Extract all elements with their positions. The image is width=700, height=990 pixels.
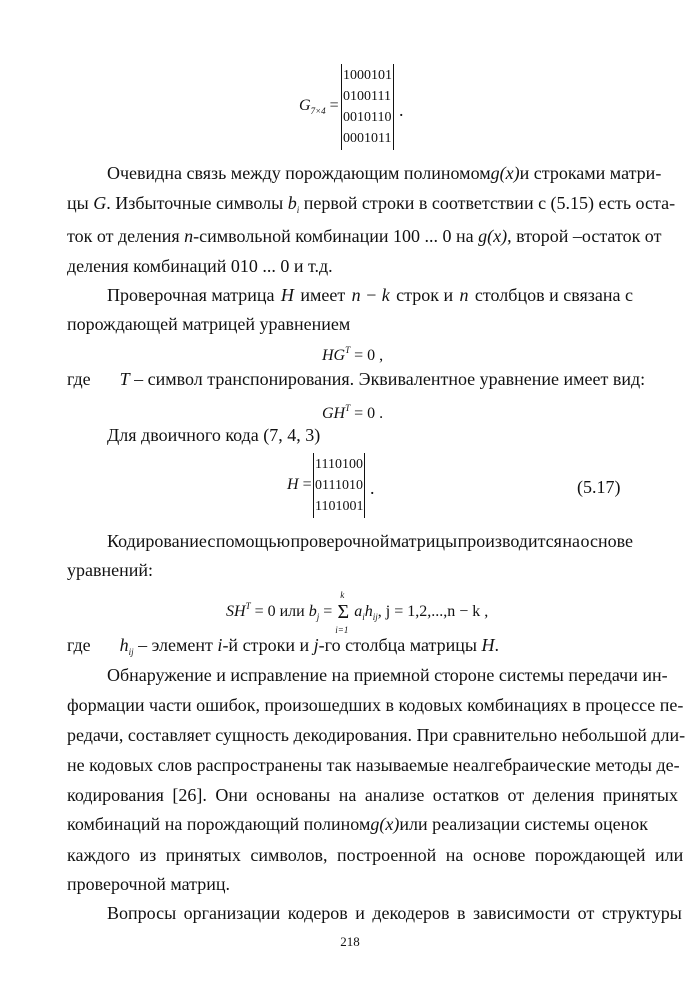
matrix-h-end: .: [370, 478, 375, 498]
where-line-2: где $h_{ij}$ – элемент i-й строки и j-го столбца матрицы H.: [67, 635, 499, 657]
para6: Вопросы организации кодеров и декодеров в зависимости от структуры: [107, 903, 682, 923]
para2-line1: Проверочная матрица H имеет n − k строк и n столбцов и связана с: [107, 285, 633, 305]
para5-line3: редачи, составляет сущность декодирования. При сравнительно небольшой дли-: [67, 725, 686, 745]
para5-line8: проверочной матриц.: [67, 874, 231, 894]
matrix-g-row: 0010110: [343, 110, 392, 125]
para5-line1: Обнаружение и исправление на приемной стороне системы передачи ин-: [107, 665, 668, 685]
para5-line2: формации части ошибок, произошедших в кодовых комбинациях в процессе пе-: [67, 695, 684, 715]
matrix-h-row: 0111010: [315, 478, 363, 493]
matrix-g-row: 1000101: [343, 68, 392, 83]
matrix-h-label: H =: [287, 476, 312, 493]
para1-line3: ток от деления n-символьной комбинации 100 ... 0 на g(x), второй –остаток от: [67, 226, 662, 246]
matrix-g-end: .: [399, 100, 404, 120]
equation-hgt: $HG^T = 0$ ,: [322, 345, 384, 364]
equation-ght: $GH^T = 0$ .: [322, 403, 384, 422]
para1-line1: Очевидна связь между порождающим полиномом g(x) и строками матри-: [107, 163, 662, 183]
matrix-h-row: 1110100: [315, 457, 363, 472]
matrix-g-row: 0100111: [343, 89, 391, 104]
matrix-g-label: $G_{7\times 4}$ =: [299, 97, 339, 116]
matrix-g: [341, 64, 394, 150]
para5-line7: каждого из принятых символов, построенной на основе порождающей или: [67, 845, 684, 865]
para5-line5: кодирования [26]. Они основаны на анализе остатков от деления принятых: [67, 785, 678, 805]
where-line-1: где T – символ транспонирования. Эквивалентное уравнение имеет вид:: [67, 369, 646, 389]
para5-line6: комбинаций на порождающий полином g(x) или реализации системы оценок: [67, 814, 649, 834]
matrix-g-row: 0001011: [343, 131, 392, 146]
page-number: 218: [340, 934, 360, 949]
para3: Для двоичного кода (7, 4, 3): [107, 425, 321, 445]
para4-line1: Кодирование с помощью проверочной матрицы производится на основе: [107, 531, 633, 551]
para2-line2: порождающей матрицей уравнением: [67, 314, 351, 334]
para5-line4: не кодовых слов распространены так называемые неалгебраические методы де-: [67, 755, 680, 775]
matrix-h: [313, 453, 365, 518]
equation-number: (5.17): [577, 477, 621, 497]
matrix-h-row: 1101001: [315, 499, 364, 514]
para1-line2: цы G. Избыточные символы $b_i$ первой строки в соответствии с (5.15) есть оста-: [67, 193, 676, 215]
equation-syndrome: $SH^T = 0$ или $b_j$ = k Σ i=1 $a_ih_{ij}$, j = 1,2,...,n − k ,: [226, 590, 489, 635]
para4-line2: уравнений:: [67, 560, 154, 580]
para1-line4: деления комбинаций 010 ... 0 и т.д.: [67, 256, 333, 276]
